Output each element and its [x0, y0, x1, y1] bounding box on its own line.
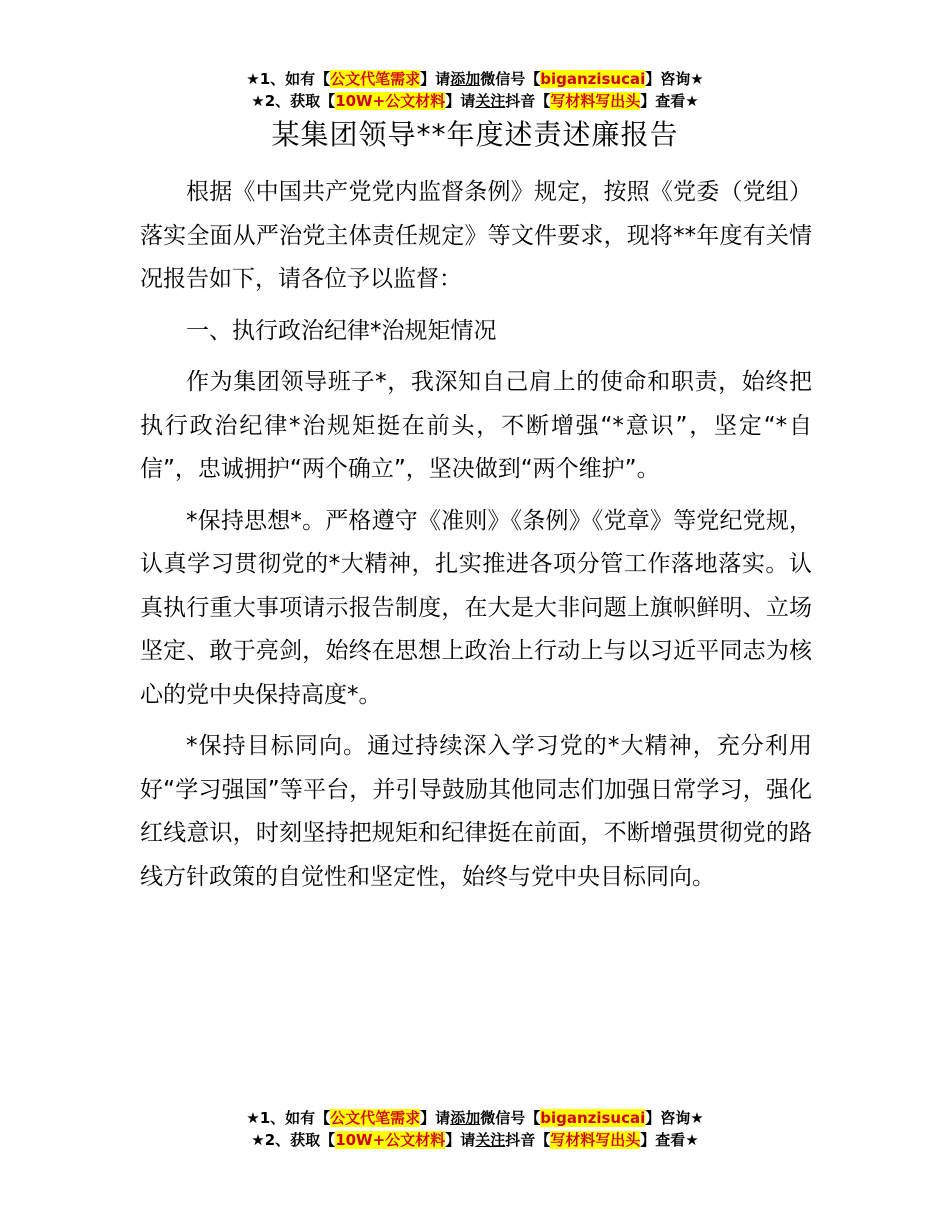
- banner-text: 抖音【: [505, 1131, 551, 1149]
- document-body: [140, 171, 812, 907]
- banner-underlined-text: 添加: [450, 70, 481, 88]
- banner-underlined-text: 添加: [450, 1109, 481, 1127]
- banner-highlight: 公文代笔需求: [330, 1109, 421, 1127]
- banner-line-1: [0, 68, 950, 90]
- banner-highlight: 10W+公文材料: [335, 1131, 446, 1149]
- banner-text: ★2、获取【: [251, 92, 336, 110]
- banner-highlight: 公文代笔需求: [330, 70, 421, 88]
- banner-line-1: [0, 1107, 950, 1129]
- document-title: 某集团领导**年度述责述廉报告: [271, 118, 679, 151]
- banner-douyin-name: 写材料写出头: [550, 1131, 641, 1149]
- banner-text: 】请: [445, 1131, 476, 1149]
- banner-wechat-id: biganzisucai: [540, 1109, 646, 1127]
- banner-line-2: [0, 90, 950, 112]
- banner-text: ★2、获取【: [251, 1131, 336, 1149]
- banner-underlined-text: 关注: [475, 92, 506, 110]
- paragraph: 作为集团领导班子*，我深知自己肩上的使命和职责，始终把执行政治纪律*治规矩挺在前头，不断增强“*意识”，坚定“*自信”，忠诚拥护“两个确立”，坚决做到“两个维护”。: [140, 369, 812, 482]
- banner-text: 】请: [420, 70, 451, 88]
- banner-text: 微信号【: [480, 1109, 541, 1127]
- banner-text: 】咨询★: [645, 1109, 704, 1127]
- banner-line-2: [0, 1129, 950, 1151]
- banner-text: 】查看★: [640, 92, 699, 110]
- banner-text: 】请: [445, 92, 476, 110]
- banner-highlight: 10W+公文材料: [335, 92, 446, 110]
- banner-text: 微信号【: [480, 70, 541, 88]
- banner-text: 】咨询★: [645, 70, 704, 88]
- banner-text: ★1、如有【: [246, 70, 331, 88]
- banner-wechat-id: biganzisucai: [540, 70, 646, 88]
- banner-text: 】查看★: [640, 1131, 699, 1149]
- banner-text: 抖音【: [505, 92, 551, 110]
- paragraph-intro: 根据《中国共产党党内监督条例》规定，按照《党委（党组）落实全面从严治党主体责任规定》等文件要求，现将**年度有关情况报告如下，请各位予以监督：: [140, 179, 812, 292]
- paragraph: *保持思想*。严格遵守《准则》《条例》《党章》等党纪党规，认真学习贯彻党的*大精神，扎实推进各项分管工作落地落实。认真执行重大事项请示报告制度，在大是大非问题上旗帜鲜明、立场坚定、敢于亮剑，始终在思想上政治上行动上与以习近平同志为核心的党中央保持高度*。: [140, 507, 812, 708]
- footer-banner: [0, 1107, 950, 1151]
- banner-douyin-name: 写材料写出头: [550, 92, 641, 110]
- banner-text: ★1、如有【: [246, 1109, 331, 1127]
- paragraph: *保持目标同向。通过持续深入学习党的*大精神，充分利用好“学习强国”等平台，并引导鼓励其他同志们加强日常学习，强化红线意识，时刻坚持把规矩和纪律挺在前面，不断增强贯彻党的路线方针政策的自觉性和坚定性，始终与党中央目标同向。: [140, 733, 812, 890]
- section-heading: 一、执行政治纪律*治规矩情况: [186, 317, 497, 344]
- banner-underlined-text: 关注: [475, 1131, 506, 1149]
- banner-text: 】请: [420, 1109, 451, 1127]
- header-banner: [0, 68, 950, 112]
